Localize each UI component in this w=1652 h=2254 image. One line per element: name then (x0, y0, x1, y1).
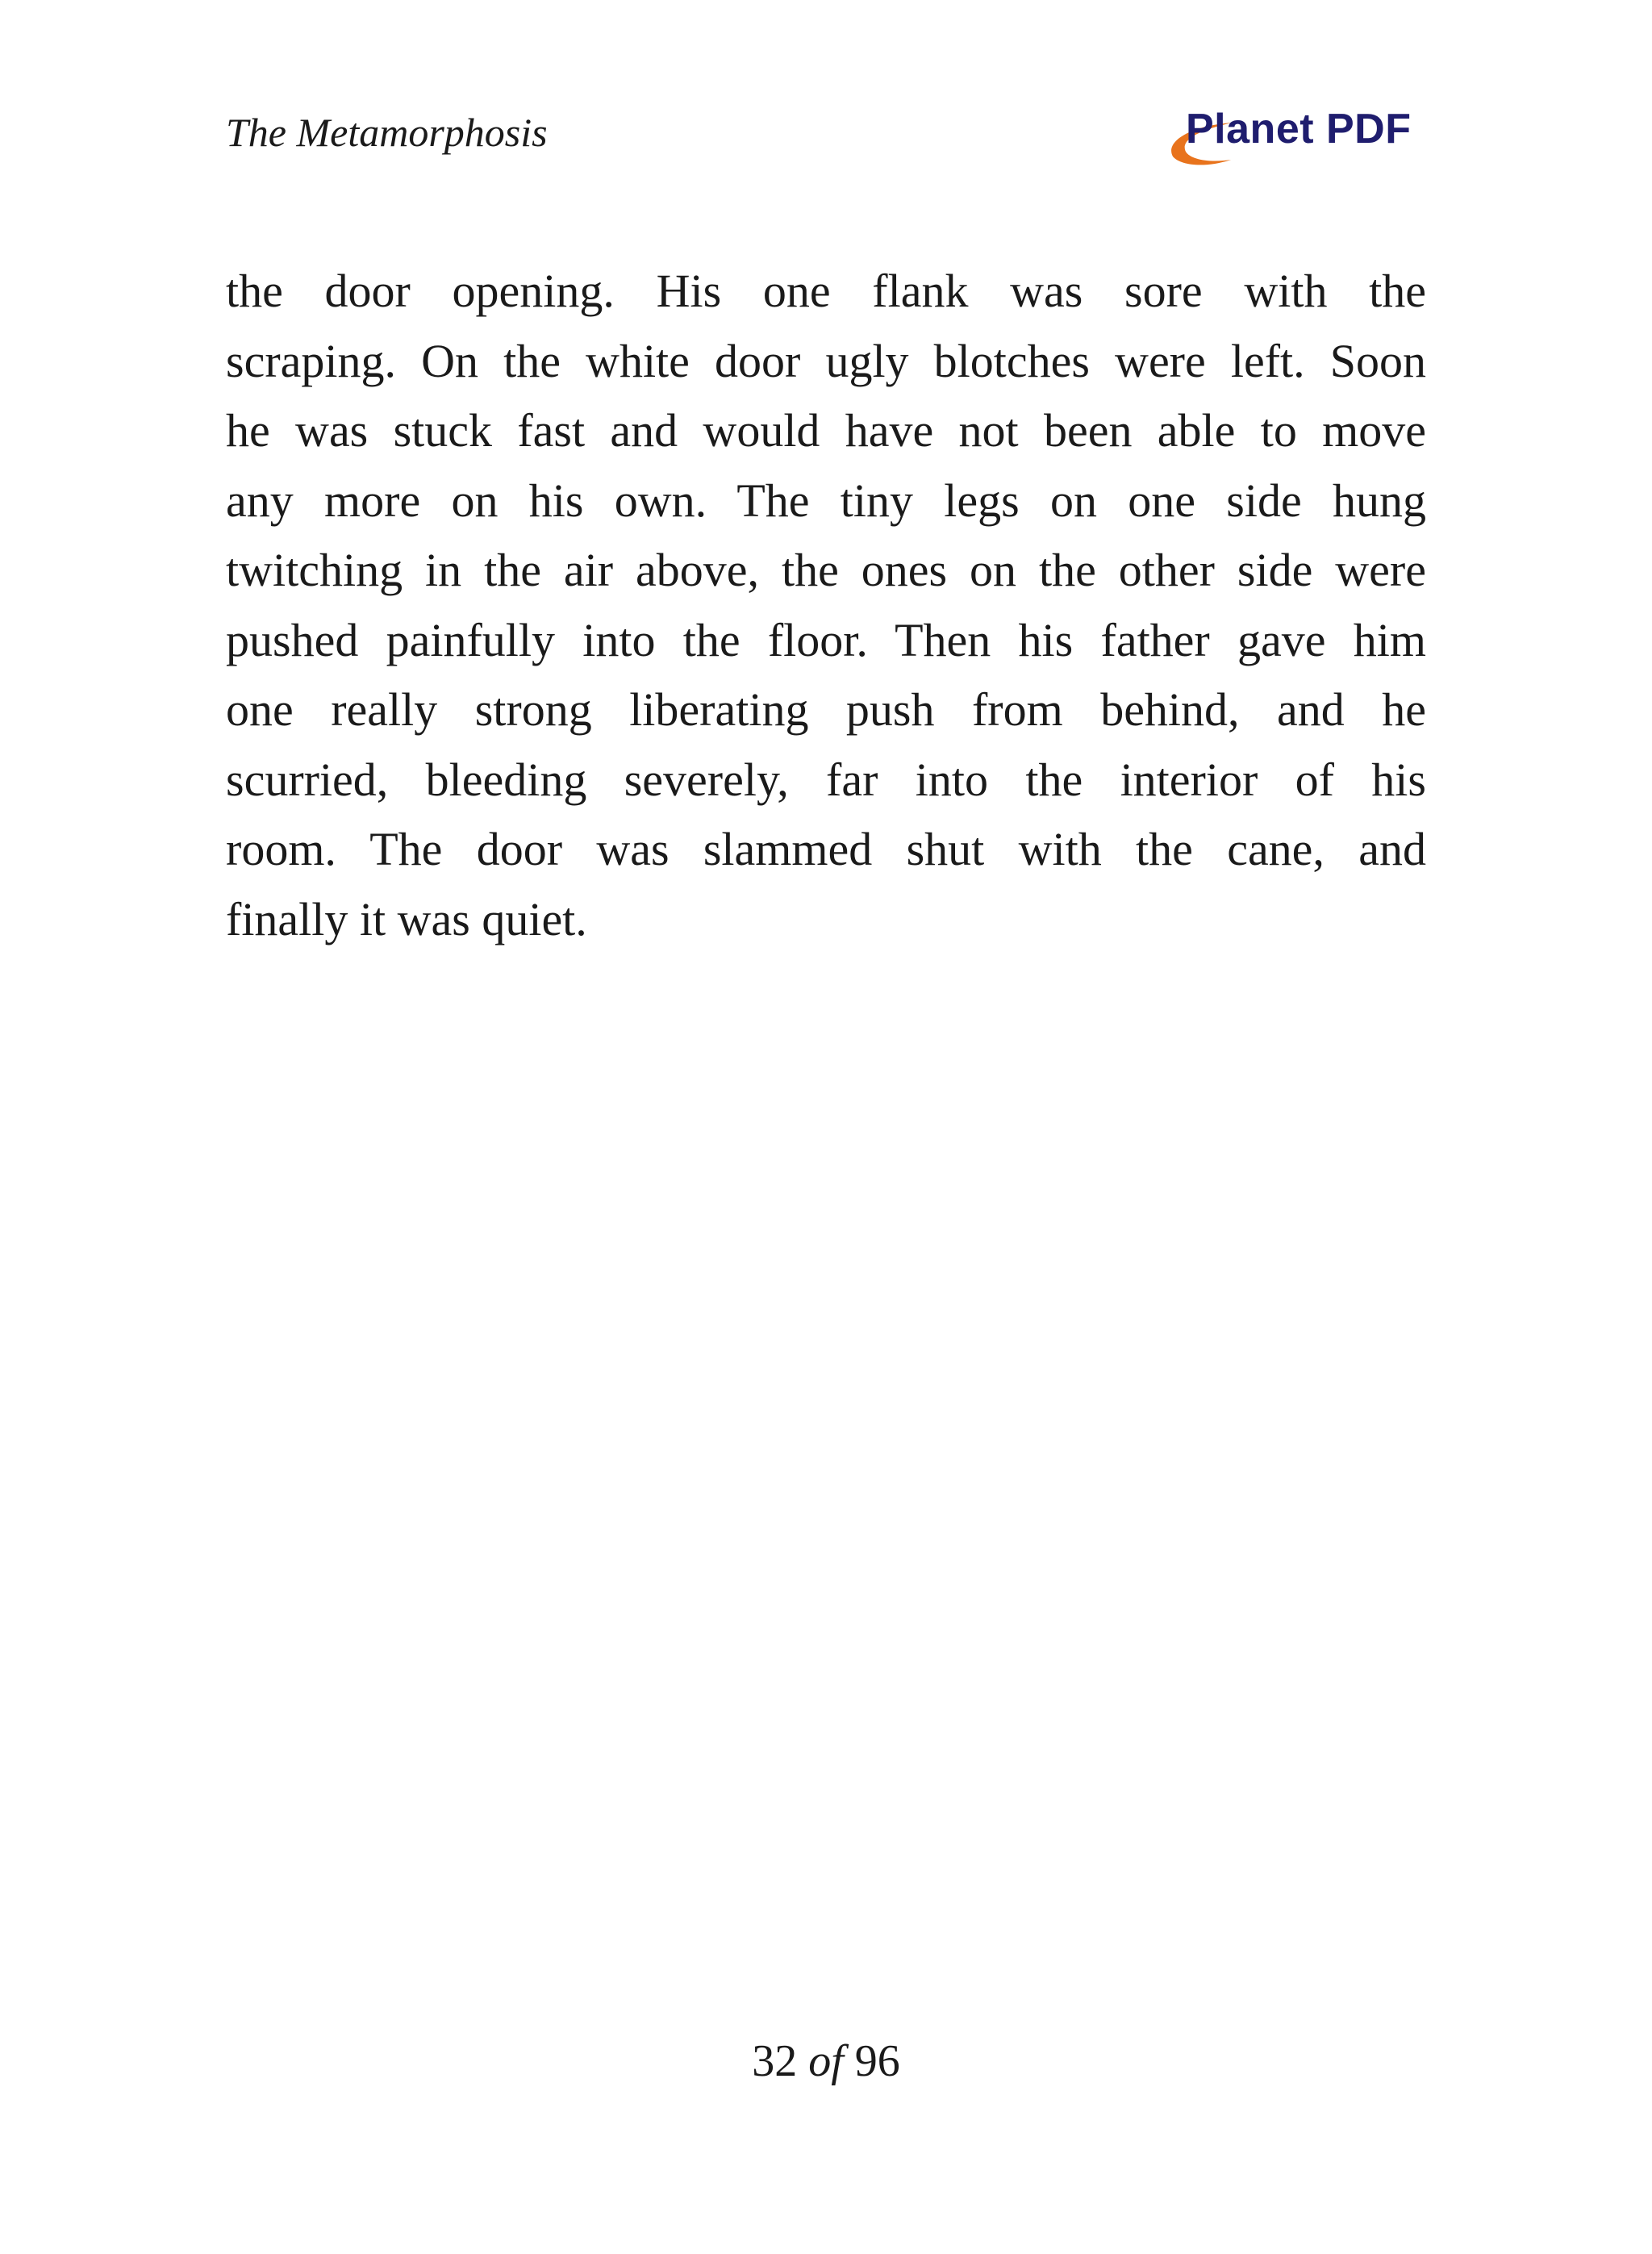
text-line: pushed painfully into the floor. Then his father gave him (226, 613, 1426, 666)
text-line: finally it was quiet. (226, 892, 587, 945)
page-of: of (808, 2036, 844, 2086)
page-total: 96 (854, 2036, 900, 2086)
page-number (0, 2035, 1652, 2088)
text-line: twitching in the air above, the ones on the other side were (226, 544, 1426, 596)
page-current: 32 (752, 2036, 798, 2086)
planet-pdf-logo (1162, 98, 1428, 171)
text-line: he was stuck fast and would have not been able to move (226, 404, 1426, 457)
text-line: room. The door was slammed shut with the cane, and (226, 823, 1426, 875)
text-line: the door opening. His one flank was sore with the (226, 265, 1426, 317)
running-title: The Metamorphosis (226, 110, 548, 155)
text-line: scurried, bleeding severely, far into the interior of his (226, 753, 1426, 806)
body-text (226, 257, 1426, 954)
text-line: any more on his own. The tiny legs on one side hung (226, 474, 1426, 527)
text-line: one really strong liberating push from behind, and he (226, 683, 1426, 736)
text-line: scraping. On the white door ugly blotches were left. Soon (226, 334, 1426, 387)
logo-text: Planet PDF (1186, 106, 1412, 152)
